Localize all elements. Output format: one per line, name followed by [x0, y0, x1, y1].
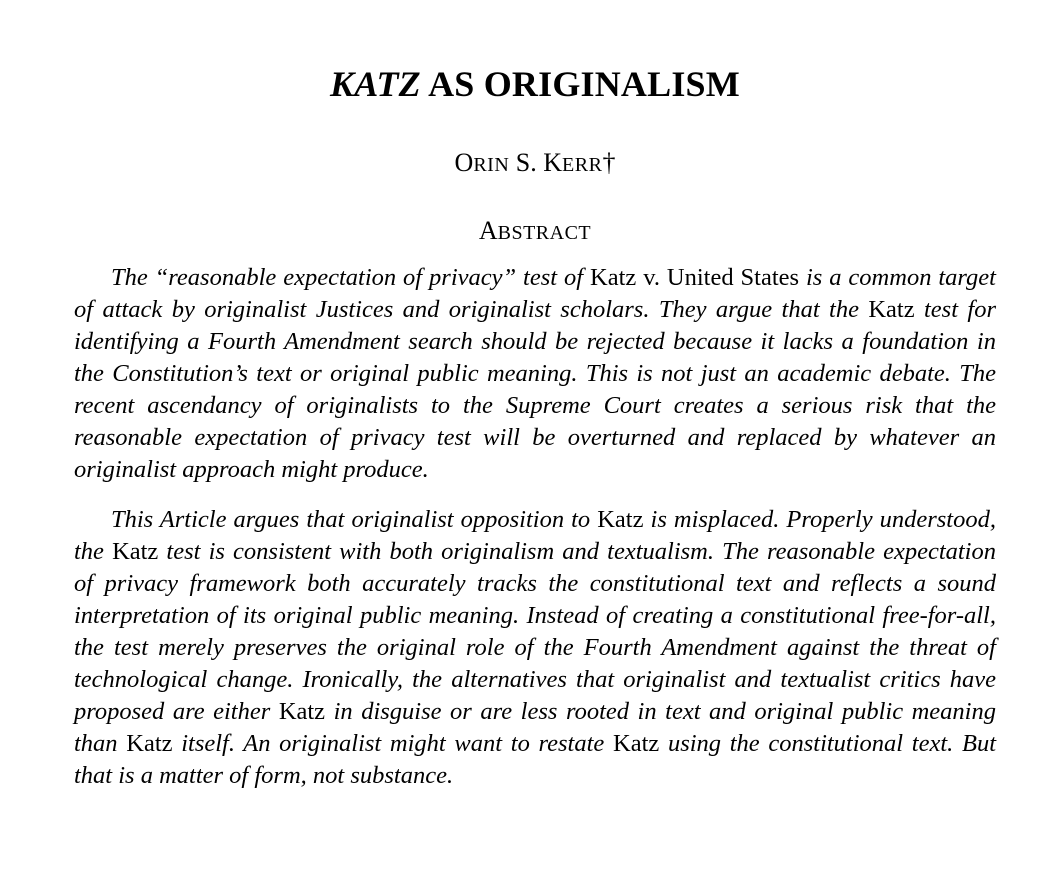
case-name-segment: Katz — [126, 730, 173, 757]
paper-title — [74, 62, 996, 106]
title-rest: AS ORIGINALISM — [420, 64, 740, 104]
paper-page — [74, 0, 996, 792]
abstract-heading-initial: A — [478, 216, 498, 245]
author-line — [74, 146, 996, 182]
abstract-text-segment: itself. An originalist might want to restate — [172, 730, 613, 757]
author-middle: S. — [509, 148, 544, 177]
case-name-segment: Katz — [868, 296, 915, 323]
abstract-text-segment: The “reasonable expectation of privacy” test of — [111, 264, 591, 291]
case-name-segment: Katz — [112, 538, 159, 565]
author-last-rest: ERR — [562, 154, 603, 176]
abstract-text-segment: is misplaced. Properly understood, the — [74, 506, 996, 565]
case-name-segment: Katz v. United States — [590, 264, 800, 291]
abstract-text-segment: using the constitutional text. But that is a matter of form, not substance. — [74, 730, 997, 789]
abstract-heading-rest: BSTRACT — [497, 222, 592, 244]
abstract-text-segment: test is consistent with both originalism and textualism. The reasonable expectation of privacy framework both accurately tracks the constitutional text and reflects a sound interpretation of its original public meaning. Instead of creating a constitutional free-for-all, the test merely preserves the original role of the Fourth Amendment against the threat of technological change. Ironically, the alternatives that originalist and textualist critics have proposed are either — [74, 538, 996, 725]
abstract-paragraph-1 — [74, 262, 996, 486]
title-italic-part: KATZ — [330, 64, 421, 104]
abstract-heading — [74, 214, 996, 250]
case-name-segment: Katz — [613, 730, 660, 757]
case-name-segment: Katz — [597, 506, 644, 533]
abstract-text-segment: This Article argues that originalist opposition to — [111, 506, 598, 533]
case-name-segment: Katz — [278, 698, 326, 725]
abstract-text-segment: in disguise or are less rooted in text and original public meaning than — [74, 698, 996, 757]
author-last-initial: K — [543, 148, 563, 177]
abstract-text-segment: is a common target of attack by originalist Justices and originalist scholars. They argue that the — [74, 264, 996, 323]
abstract-paragraph-2 — [74, 504, 996, 792]
author-first-initial: O — [454, 148, 474, 177]
author-first-rest: RIN — [473, 154, 510, 176]
author-footnote-mark: † — [602, 148, 616, 177]
abstract-text-segment: test for identifying a Fourth Amendment search should be rejected because it lacks a foundation in the Constitution’s text or original public meaning. This is not just an academic debate. The recent ascendancy of originalists to the Supreme Court creates a serious risk that the reasonable expectation of privacy test will be overturned and replaced by whatever an originalist approach might produce. — [74, 296, 996, 483]
